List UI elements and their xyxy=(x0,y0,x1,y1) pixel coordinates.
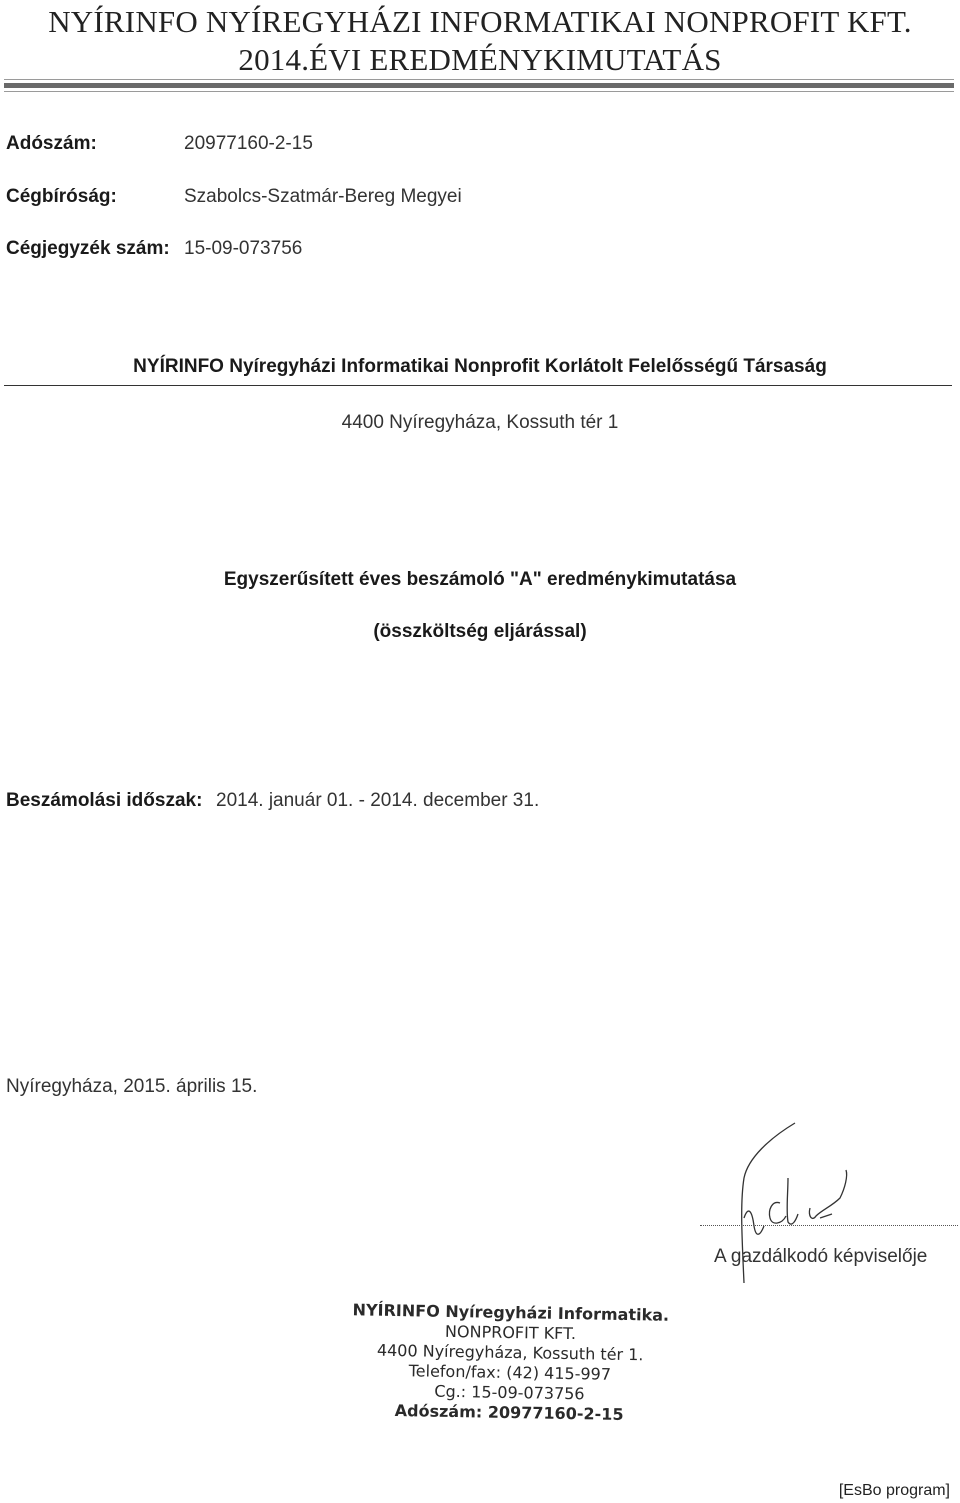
company-name-rule xyxy=(4,385,952,386)
header-rule-top xyxy=(4,79,954,80)
document-title-line2: 2014.ÉVI EREDMÉNYKIMUTATÁS xyxy=(238,42,722,77)
period-value: 2014. január 01. - 2014. december 31. xyxy=(216,790,540,811)
stamp-line-5: Cg.: 15-09-073756 xyxy=(434,1381,585,1404)
tax-number-label: Adószám: xyxy=(6,133,97,154)
court-label: Cégbíróság: xyxy=(6,186,117,207)
header-rule-bottom xyxy=(4,91,954,92)
signature-line xyxy=(700,1225,958,1226)
report-subtitle: (összköltség eljárással) xyxy=(373,621,587,642)
registry-number-label: Cégjegyzék szám: xyxy=(6,238,170,259)
stamp-line-4: Telefon/fax: (42) 415-997 xyxy=(408,1361,612,1384)
place-date: Nyíregyháza, 2015. április 15. xyxy=(6,1076,258,1097)
footer-program: [EsBo program] xyxy=(838,1482,950,1499)
company-stamp xyxy=(329,1300,691,1426)
stamp-line-3: 4400 Nyíregyháza, Kossuth tér 1. xyxy=(376,1340,644,1365)
handwritten-signature xyxy=(700,1118,870,1298)
stamp-line-6: Adószám: 20977160-2-15 xyxy=(394,1400,624,1424)
stamp-line-2: NONPROFIT KFT. xyxy=(444,1321,577,1344)
company-address: 4400 Nyíregyháza, Kossuth tér 1 xyxy=(341,412,619,433)
document-title-line1: NYÍRINFO NYÍREGYHÁZI INFORMATIKAI NONPROFIT KFT. xyxy=(48,4,912,39)
tax-number-value: 20977160-2-15 xyxy=(184,133,313,154)
header-rule-thick xyxy=(4,83,954,88)
stamp-line-1: NYÍRINFO Nyíregyházi Informatika. xyxy=(352,1300,670,1325)
company-name: NYÍRINFO Nyíregyházi Informatikai Nonprofit Korlátolt Felelősségű Társaság xyxy=(133,356,827,377)
signature-caption: A gazdálkodó képviselője xyxy=(714,1246,928,1267)
report-title: Egyszerűsített éves beszámoló "A" eredménykimutatása xyxy=(223,569,737,590)
registry-number-value: 15-09-073756 xyxy=(184,238,303,259)
period-label: Beszámolási időszak: xyxy=(6,790,203,811)
court-value: Szabolcs-Szatmár-Bereg Megyei xyxy=(184,186,462,207)
